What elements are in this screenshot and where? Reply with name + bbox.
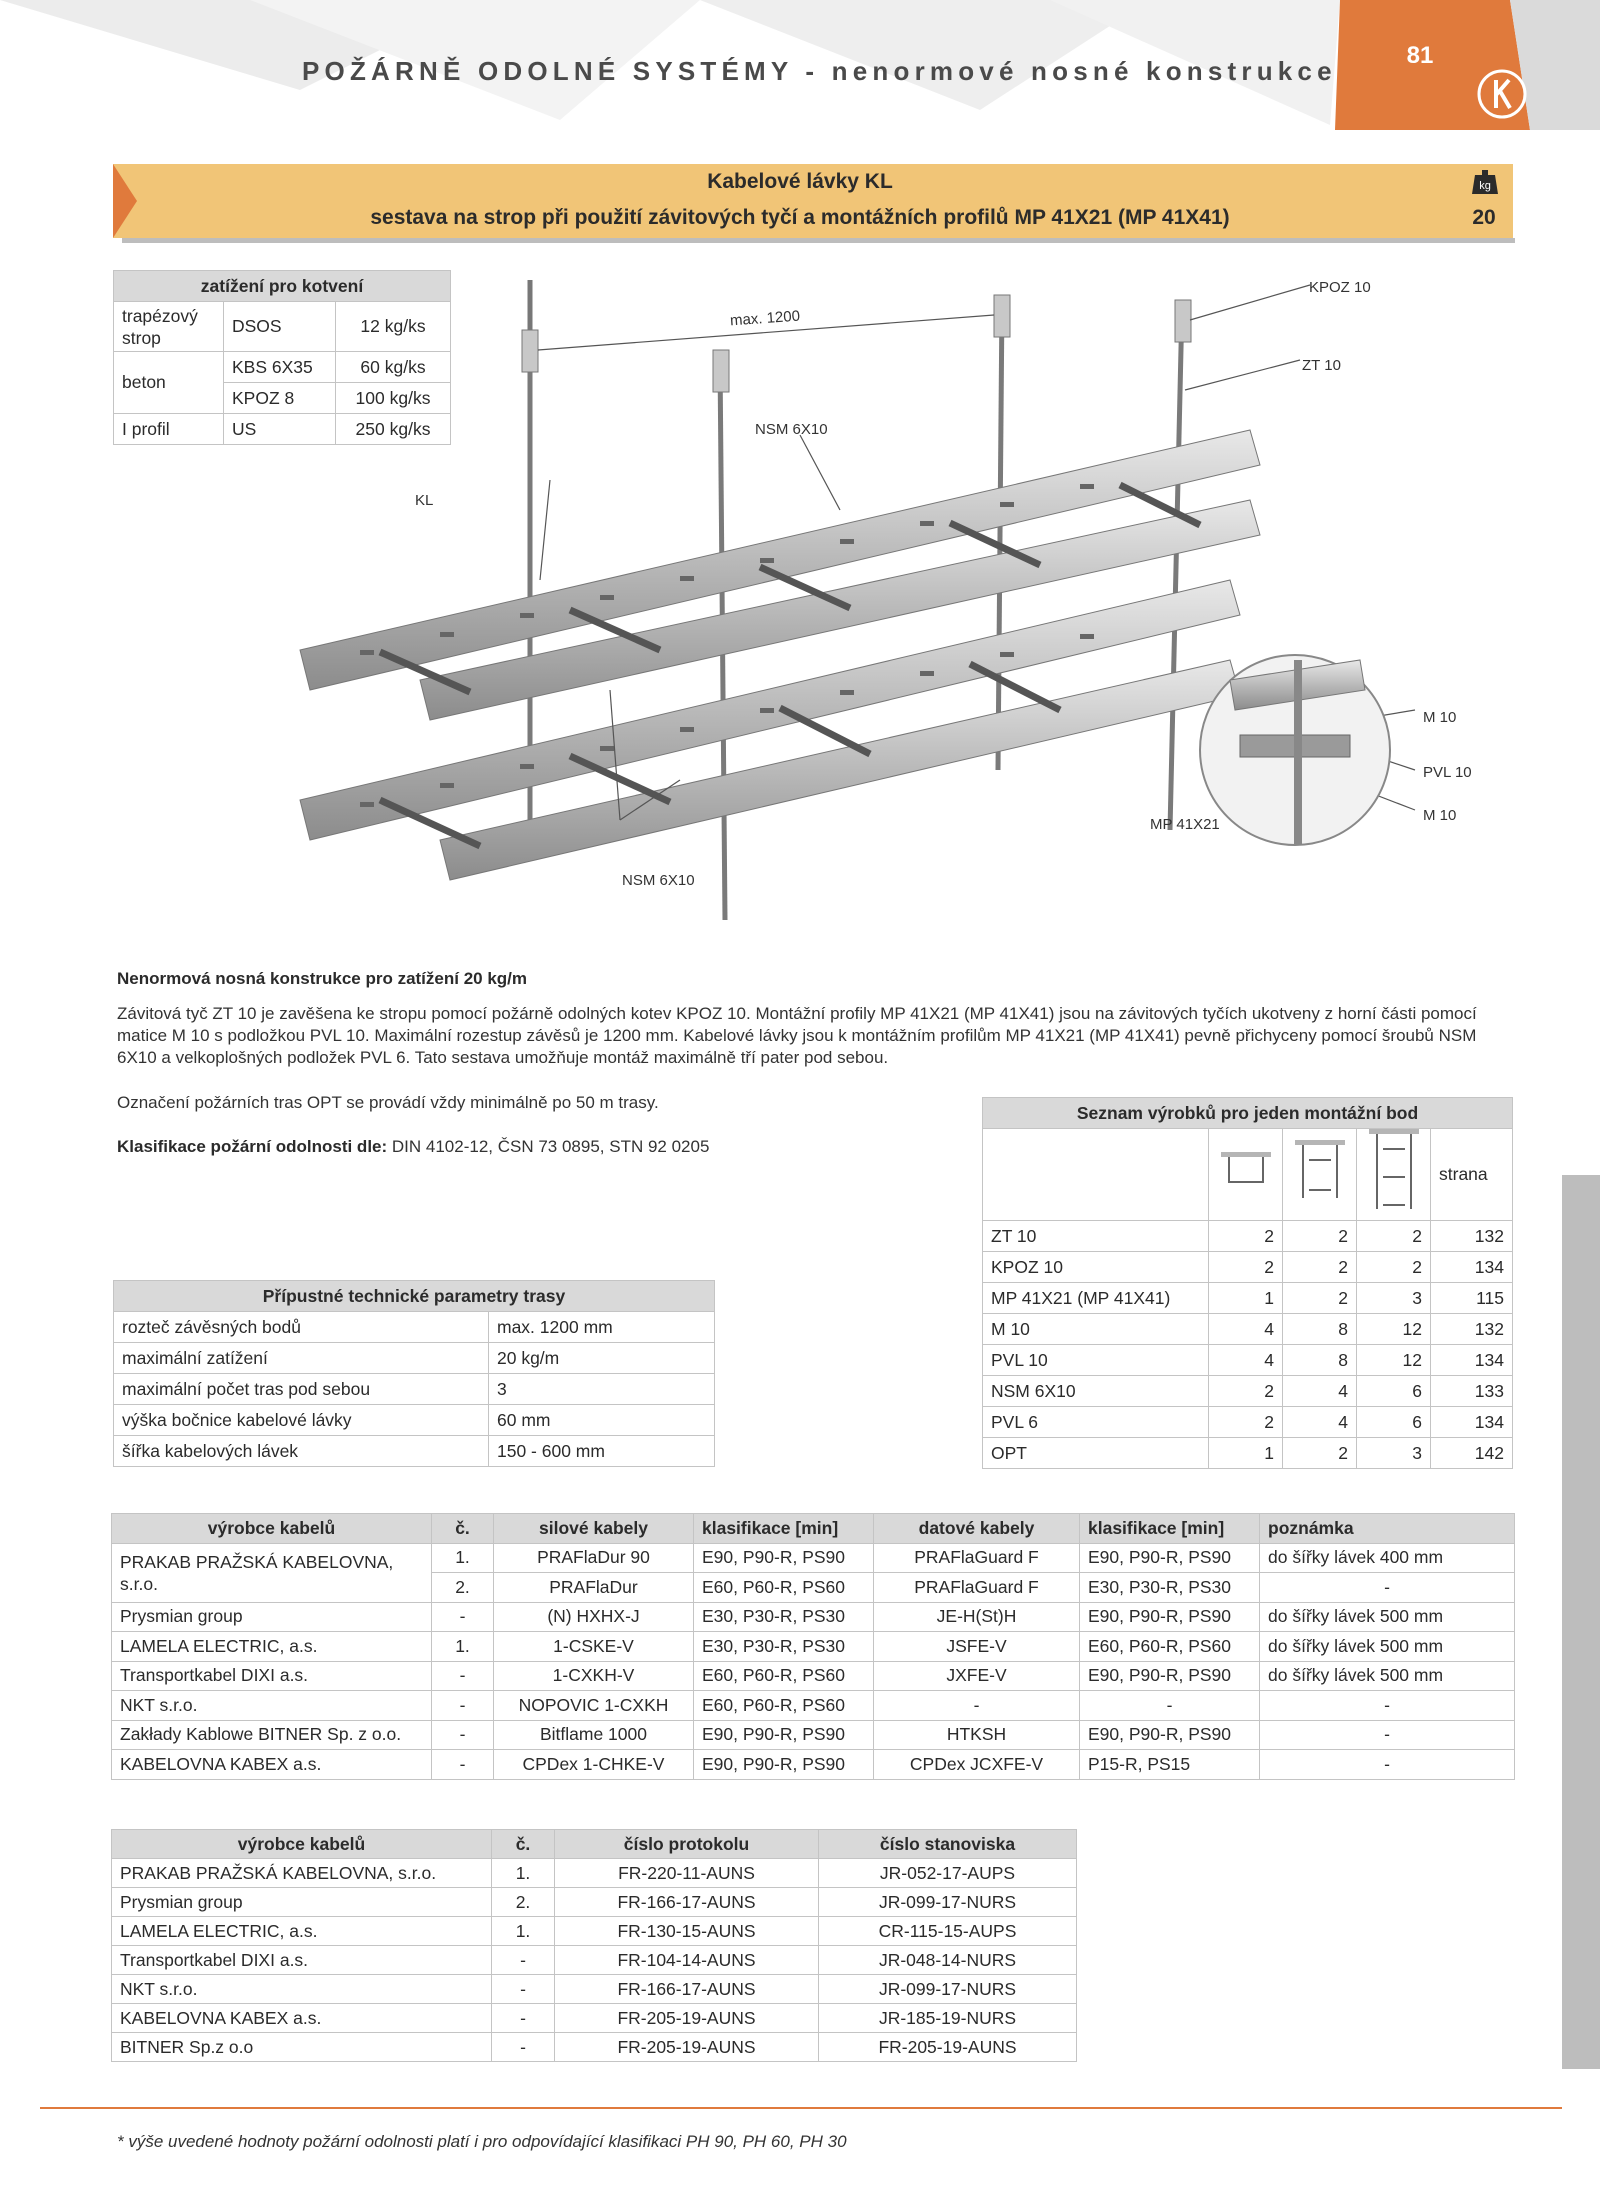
table-row: 2. PRAFlaDur E60, P60-R, PS60 PRAFlaGuard F E30, P30-R, PS30 - <box>112 1573 1515 1603</box>
banner-arrow-icon <box>113 164 137 238</box>
table-row: LAMELA ELECTRIC, a.s. 1. 1-CSKE-V E30, P30-R, PS30 JSFE-V E60, P60-R, PS60 do šířky lávek 500 mm <box>112 1632 1515 1662</box>
table-row: maximální zatížení 20 kg/m <box>114 1343 715 1374</box>
table-row: maximální počet tras pod sebou 3 <box>114 1374 715 1405</box>
label-kl: KL <box>415 492 434 509</box>
banner-shadow <box>122 238 1515 243</box>
table-row: MP 41X21 (MP 41X41) 1 2 3 115 <box>983 1283 1513 1314</box>
table-row: NKT s.r.o. - FR-166-17-AUNS JR-099-17-NURS <box>112 1975 1077 2004</box>
label-max-spacing: max. 1200 <box>729 307 801 330</box>
table-row: PVL 10 4 8 12 134 <box>983 1345 1513 1376</box>
label-m10-bottom: M 10 <box>1423 807 1457 824</box>
weight-value: 20 <box>1472 206 1496 229</box>
cable-tray-assembly-illustration <box>240 280 1480 920</box>
table-row: Transportkabel DIXI a.s. - FR-104-14-AUNS JR-048-14-NURS <box>112 1946 1077 1975</box>
banner-subtitle: sestava na strop při použití závitových tyčí a montážních profilů MP 41X21 (MP 41X41) <box>370 206 1230 229</box>
label-mp: MP 41X21 <box>1150 816 1220 833</box>
table-row: KPOZ 10 2 2 2 134 <box>983 1252 1513 1283</box>
label-kpoz: KPOZ 10 <box>1309 279 1371 296</box>
table-row: trapézový strop DSOS 12 kg/ks <box>114 302 451 352</box>
label-nsm-top: NSM 6X10 <box>755 421 828 438</box>
table-row: M 10 4 8 12 132 <box>983 1314 1513 1345</box>
table-row: KABELOVNA KABEX a.s. - FR-205-19-AUNS JR-185-19-NURS <box>112 2004 1077 2033</box>
technical-parameters-table <box>113 1280 715 1467</box>
svg-text:kg: kg <box>1479 180 1491 192</box>
side-tab <box>1562 1175 1600 2069</box>
three-levels-icon <box>1369 1129 1419 1215</box>
items-table-title: Seznam výrobků pro jeden montážní bod <box>983 1098 1513 1129</box>
table-row: Prysmian group - (N) HXHX-J E30, P30-R, PS30 JE-H(St)H E90, P90-R, PS90 do šířky lávek 500 mm <box>112 1602 1515 1632</box>
table-row: LAMELA ELECTRIC, a.s. 1. FR-130-15-AUNS CR-115-15-AUPS <box>112 1917 1077 1946</box>
cable-manufacturers-table: výrobce kabelů č. silové kabely klasifikace [min] datové kabely klasifikace [min] poznámka PRAKAB PRAŽSKÁ KABELOVNA, s.r.o. 1. PRAFlaDur 90 E90, P90-R, PS90 PRAFlaGuard F E90, P90-R, PS90 do šířky lávek 400 mm 2. PRAFlaDur E60, P60-R, PS60 PRAFlaGuard F E30, P30-R, PS30 - Prysmian group - (N) HXHX-J E30, P30-R, PS30 JE-H(St)H E90, P90-R, PS90 do šířky lávek 500 mm LAMELA ELECTRIC, a.s. 1. 1-CSKE-V E30, P30-R, PS30 JSFE-V E60, P60-R, PS60 do šířky lávek 500 mm Transportkabel DIXI a.s. - 1-CXKH-V E60, P60-R, PS60 JXFE-V E90, P90-R, PS90 do šířky lávek 500 mm NKT s.r.o. - NOPOVIC 1-CXKH E60, P60-R, PS60 - - - Zakłady Kablowe BITNER Sp. z o.o. - Bitflame 1000 E90, P90-R, PS90 HTKSH E90, P90-R, PS90 - KABELOVNA KABEX a.s. - CPDex 1-CHKE-V E90, P90-R, PS90 CPDex JCXFE-V P15-R, PS15 - <box>111 1513 1515 1780</box>
footnote: * výše uvedené hodnoty požární odolnosti platí i pro odpovídající klasifikaci PH 90, PH 60, PH 30 <box>117 2132 847 2151</box>
construction-heading: Nenormová nosná konstrukce pro zatížení 20 kg/m <box>117 969 528 988</box>
construction-description: Závitová tyč ZT 10 je zavěšena ke stropu pomocí požárně odolných kotev KPOZ 10. Montážní profily MP 41X21 (MP 41X41) jsou na závitových tyčích ukotveny z horní části pomocí matice M 10 s podložkou PVL 10. Maximální rozestup závěsů je 1200 mm. Kabelové lávky jsou k montážním profilům MP 41X21 (MP 41X41) pevně přichyceny pomocí šroubů NSM 6X10 a velkoplošných podložek PVL 6. Tato sestava umožňuje montáž maximálně tří pater pod sebou. <box>117 1004 1477 1067</box>
params-table-title: Přípustné technické parametry trasy <box>114 1281 715 1312</box>
table-row: Transportkabel DIXI a.s. - 1-CXKH-V E60, P60-R, PS60 JXFE-V E90, P90-R, PS90 do šířky lávek 500 mm <box>112 1661 1515 1691</box>
table-row: výška bočnice kabelové lávky 60 mm <box>114 1405 715 1436</box>
brand-logo-icon <box>1476 68 1528 120</box>
page-header-title: POŽÁRNĚ ODOLNÉ SYSTÉMY - nenormové nosné konstrukce <box>302 56 1337 86</box>
table-row: beton KBS 6X35 60 kg/ks <box>114 352 451 383</box>
table-row: PRAKAB PRAŽSKÁ KABELOVNA, s.r.o. 1. FR-220-11-AUNS JR-052-17-AUPS <box>112 1859 1077 1888</box>
table-row: Zakłady Kablowe BITNER Sp. z o.o. - Bitflame 1000 E90, P90-R, PS90 HTKSH E90, P90-R, PS90 - <box>112 1720 1515 1750</box>
table-row: Prysmian group 2. FR-166-17-AUNS JR-099-17-NURS <box>112 1888 1077 1917</box>
page-number: 81 <box>1406 42 1434 69</box>
table-row: OPT 1 2 3 142 <box>983 1438 1513 1469</box>
two-levels-icon <box>1295 1140 1345 1204</box>
table-row: NSM 6X10 2 4 6 133 <box>983 1376 1513 1407</box>
table-row: rozteč závěsných bodů max. 1200 mm <box>114 1312 715 1343</box>
table-row: PVL 6 2 4 6 134 <box>983 1407 1513 1438</box>
protocol-table: výrobce kabelů č. číslo protokolu číslo stanoviska PRAKAB PRAŽSKÁ KABELOVNA, s.r.o. 1. FR-220-11-AUNS JR-052-17-AUPS Prysmian group 2. FR-166-17-AUNS JR-099-17-NURS LAMELA ELECTRIC, a.s. 1. FR-130-15-AUNS CR-115-15-AUPS Transportkabel DIXI a.s. - FR-104-14-AUNS JR-048-14-NURS NKT s.r.o. - FR-166-17-AUNS JR-099-17-NURS KABELOVNA KABEX a.s. - FR-205-19-AUNS JR-185-19-NURS BITNER Sp.z o.o - FR-205-19-AUNS FR-205-19-AUNS <box>111 1829 1077 2062</box>
table-row: PRAKAB PRAŽSKÁ KABELOVNA, s.r.o. 1. PRAFlaDur 90 E90, P90-R, PS90 PRAFlaGuard F E90, P90-R, PS90 do šířky lávek 400 mm <box>112 1543 1515 1573</box>
table-row: šířka kabelových lávek 150 - 600 mm <box>114 1436 715 1467</box>
label-nsm-bottom: NSM 6X10 <box>622 872 695 889</box>
anchor-table-title: zatížení pro kotvení <box>114 271 451 302</box>
table-row: ZT 10 2 2 2 132 <box>983 1221 1513 1252</box>
footer-divider <box>40 2107 1562 2109</box>
product-list-table <box>982 1097 1513 1469</box>
table-row: BITNER Sp.z o.o - FR-205-19-AUNS FR-205-19-AUNS <box>112 2033 1077 2062</box>
banner-title: Kabelové lávky KL <box>707 170 893 193</box>
weight-icon <box>1472 170 1498 194</box>
table-row: KPOZ 8 100 kg/ks <box>114 383 451 414</box>
page-column-header: strana <box>1431 1129 1513 1221</box>
classification-note: Klasifikace požární odolnosti dle: DIN 4102-12, ČSN 73 0895, STN 92 0205 <box>117 1137 710 1156</box>
label-zt: ZT 10 <box>1302 357 1341 374</box>
table-row: KABELOVNA KABEX a.s. - CPDex 1-CHKE-V E90, P90-R, PS90 CPDex JCXFE-V P15-R, PS15 - <box>112 1750 1515 1780</box>
table-row: NKT s.r.o. - NOPOVIC 1-CXKH E60, P60-R, PS60 - - - <box>112 1691 1515 1721</box>
label-pvl: PVL 10 <box>1423 764 1472 781</box>
opt-note: Označení požárních tras OPT se provádí vždy minimálně po 50 m trasy. <box>117 1093 659 1112</box>
one-level-icon <box>1221 1152 1271 1192</box>
table-row: I profil US 250 kg/ks <box>114 414 451 445</box>
label-m10-top: M 10 <box>1423 709 1457 726</box>
